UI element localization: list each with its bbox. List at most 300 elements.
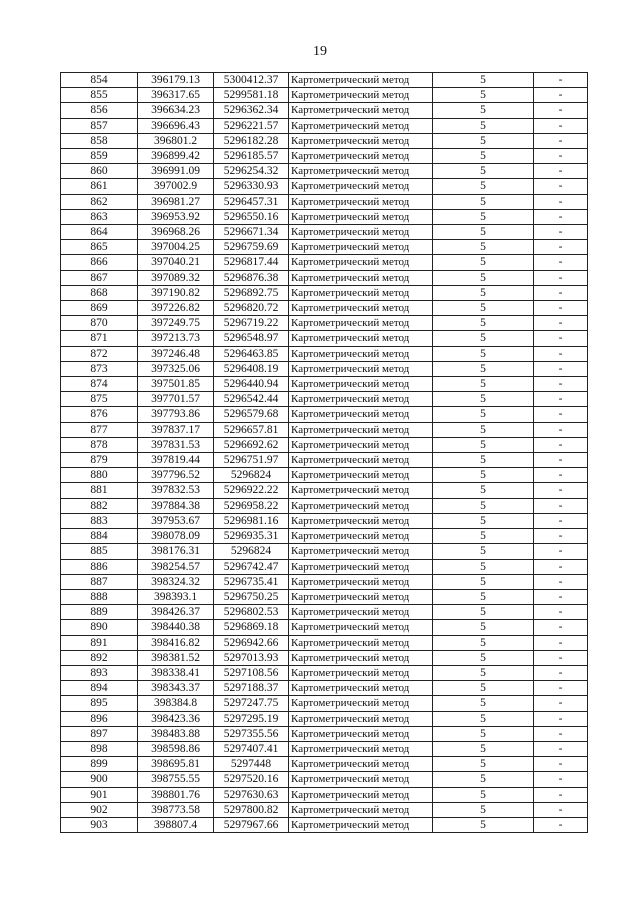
x-coordinate-cell: 397002.9 (138, 179, 214, 194)
table-row (61, 559, 588, 574)
table-row (61, 225, 588, 240)
point-number-cell: 873 (61, 361, 138, 376)
y-coordinate-cell: 5296185.57 (214, 149, 289, 164)
y-coordinate-cell: 5297967.66 (214, 817, 289, 832)
x-coordinate-cell: 397793.86 (138, 407, 214, 422)
method-cell: Картометрический метод (289, 772, 433, 787)
accuracy-cell: 5 (433, 194, 534, 209)
note-cell: - (534, 529, 588, 544)
point-number-cell: 898 (61, 741, 138, 756)
accuracy-cell: 5 (433, 574, 534, 589)
y-coordinate-cell: 5296942.66 (214, 635, 289, 650)
note-cell: - (534, 255, 588, 270)
x-coordinate-cell: 396801.2 (138, 133, 214, 148)
table-row (61, 772, 588, 787)
point-number-cell: 859 (61, 149, 138, 164)
table-row (61, 255, 588, 270)
y-coordinate-cell: 5299581.18 (214, 88, 289, 103)
x-coordinate-cell: 396968.26 (138, 225, 214, 240)
accuracy-cell: 5 (433, 620, 534, 635)
y-coordinate-cell: 5296981.16 (214, 513, 289, 528)
point-number-cell: 897 (61, 726, 138, 741)
y-coordinate-cell: 5296802.53 (214, 605, 289, 620)
point-number-cell: 899 (61, 757, 138, 772)
y-coordinate-cell: 5296579.68 (214, 407, 289, 422)
x-coordinate-cell: 397246.48 (138, 346, 214, 361)
note-cell: - (534, 620, 588, 635)
accuracy-cell: 5 (433, 787, 534, 802)
y-coordinate-cell: 5296869.18 (214, 620, 289, 635)
x-coordinate-cell: 398393.1 (138, 589, 214, 604)
x-coordinate-cell: 396696.43 (138, 118, 214, 133)
point-number-cell: 889 (61, 605, 138, 620)
note-cell: - (534, 361, 588, 376)
accuracy-cell: 5 (433, 513, 534, 528)
table-row (61, 544, 588, 559)
x-coordinate-cell: 398324.32 (138, 574, 214, 589)
table-row (61, 711, 588, 726)
accuracy-cell: 5 (433, 681, 534, 696)
accuracy-cell: 5 (433, 179, 534, 194)
table-row (61, 73, 588, 88)
note-cell: - (534, 787, 588, 802)
table-row (61, 650, 588, 665)
note-cell: - (534, 802, 588, 817)
point-number-cell: 887 (61, 574, 138, 589)
method-cell: Картометрический метод (289, 711, 433, 726)
table-row (61, 179, 588, 194)
point-number-cell: 864 (61, 225, 138, 240)
point-number-cell: 876 (61, 407, 138, 422)
note-cell: - (534, 437, 588, 452)
x-coordinate-cell: 397831.53 (138, 437, 214, 452)
method-cell: Картометрический метод (289, 103, 433, 118)
x-coordinate-cell: 398426.37 (138, 605, 214, 620)
note-cell: - (534, 346, 588, 361)
y-coordinate-cell: 5296542.44 (214, 392, 289, 407)
accuracy-cell: 5 (433, 635, 534, 650)
point-number-cell: 901 (61, 787, 138, 802)
method-cell: Картометрический метод (289, 225, 433, 240)
x-coordinate-cell: 398440.38 (138, 620, 214, 635)
point-number-cell: 869 (61, 301, 138, 316)
method-cell: Картометрический метод (289, 681, 433, 696)
accuracy-cell: 5 (433, 270, 534, 285)
note-cell: - (534, 741, 588, 756)
accuracy-cell: 5 (433, 696, 534, 711)
y-coordinate-cell: 5296457.31 (214, 194, 289, 209)
y-coordinate-cell: 5296408.19 (214, 361, 289, 376)
y-coordinate-cell: 5296935.31 (214, 529, 289, 544)
y-coordinate-cell: 5296820.72 (214, 301, 289, 316)
table-row (61, 802, 588, 817)
table-row (61, 346, 588, 361)
accuracy-cell: 5 (433, 88, 534, 103)
note-cell: - (534, 194, 588, 209)
accuracy-cell: 5 (433, 483, 534, 498)
method-cell: Картометрический метод (289, 574, 433, 589)
y-coordinate-cell: 5296876.38 (214, 270, 289, 285)
point-number-cell: 862 (61, 194, 138, 209)
accuracy-cell: 5 (433, 772, 534, 787)
x-coordinate-cell: 397819.44 (138, 453, 214, 468)
y-coordinate-cell: 5297800.82 (214, 802, 289, 817)
method-cell: Картометрический метод (289, 437, 433, 452)
point-number-cell: 890 (61, 620, 138, 635)
point-number-cell: 878 (61, 437, 138, 452)
table-row (61, 787, 588, 802)
y-coordinate-cell: 5296751.97 (214, 453, 289, 468)
y-coordinate-cell: 5297355.56 (214, 726, 289, 741)
point-number-cell: 894 (61, 681, 138, 696)
accuracy-cell: 5 (433, 559, 534, 574)
point-number-cell: 871 (61, 331, 138, 346)
accuracy-cell: 5 (433, 468, 534, 483)
method-cell: Картометрический метод (289, 817, 433, 832)
x-coordinate-cell: 396317.65 (138, 88, 214, 103)
accuracy-cell: 5 (433, 133, 534, 148)
x-coordinate-cell: 398381.52 (138, 650, 214, 665)
y-coordinate-cell: 5297407.41 (214, 741, 289, 756)
point-number-cell: 875 (61, 392, 138, 407)
point-number-cell: 879 (61, 453, 138, 468)
coordinates-table-body (61, 73, 588, 833)
accuracy-cell: 5 (433, 757, 534, 772)
table-row (61, 361, 588, 376)
y-coordinate-cell: 5296742.47 (214, 559, 289, 574)
method-cell: Картометрический метод (289, 468, 433, 483)
x-coordinate-cell: 396953.92 (138, 209, 214, 224)
point-number-cell: 882 (61, 498, 138, 513)
note-cell: - (534, 498, 588, 513)
table-row (61, 665, 588, 680)
accuracy-cell: 5 (433, 346, 534, 361)
note-cell: - (534, 73, 588, 88)
method-cell: Картометрический метод (289, 331, 433, 346)
note-cell: - (534, 103, 588, 118)
point-number-cell: 883 (61, 513, 138, 528)
table-row (61, 437, 588, 452)
x-coordinate-cell: 398338.41 (138, 665, 214, 680)
accuracy-cell: 5 (433, 711, 534, 726)
table-row (61, 164, 588, 179)
table-row (61, 741, 588, 756)
y-coordinate-cell: 5296759.69 (214, 240, 289, 255)
x-coordinate-cell: 396981.27 (138, 194, 214, 209)
method-cell: Картометрический метод (289, 316, 433, 331)
x-coordinate-cell: 397832.53 (138, 483, 214, 498)
point-number-cell: 895 (61, 696, 138, 711)
table-row (61, 133, 588, 148)
point-number-cell: 872 (61, 346, 138, 361)
point-number-cell: 874 (61, 377, 138, 392)
point-number-cell: 893 (61, 665, 138, 680)
x-coordinate-cell: 397089.32 (138, 270, 214, 285)
point-number-cell: 855 (61, 88, 138, 103)
accuracy-cell: 5 (433, 407, 534, 422)
table-row (61, 513, 588, 528)
y-coordinate-cell: 5296671.34 (214, 225, 289, 240)
y-coordinate-cell: 5296463.85 (214, 346, 289, 361)
point-number-cell: 900 (61, 772, 138, 787)
method-cell: Картометрический метод (289, 483, 433, 498)
y-coordinate-cell: 5296922.22 (214, 483, 289, 498)
y-coordinate-cell: 5297630.63 (214, 787, 289, 802)
y-coordinate-cell: 5296750.25 (214, 589, 289, 604)
accuracy-cell: 5 (433, 665, 534, 680)
table-row (61, 103, 588, 118)
method-cell: Картометрический метод (289, 605, 433, 620)
point-number-cell: 888 (61, 589, 138, 604)
note-cell: - (534, 225, 588, 240)
note-cell: - (534, 513, 588, 528)
point-number-cell: 868 (61, 285, 138, 300)
point-number-cell: 861 (61, 179, 138, 194)
point-number-cell: 866 (61, 255, 138, 270)
point-number-cell: 880 (61, 468, 138, 483)
table-row (61, 453, 588, 468)
point-number-cell: 903 (61, 817, 138, 832)
accuracy-cell: 5 (433, 605, 534, 620)
method-cell: Картометрический метод (289, 726, 433, 741)
table-row (61, 529, 588, 544)
note-cell: - (534, 88, 588, 103)
note-cell: - (534, 149, 588, 164)
accuracy-cell: 5 (433, 741, 534, 756)
x-coordinate-cell: 397213.73 (138, 331, 214, 346)
accuracy-cell: 5 (433, 285, 534, 300)
table-row (61, 209, 588, 224)
table-row (61, 118, 588, 133)
table-row (61, 605, 588, 620)
table-row (61, 392, 588, 407)
note-cell: - (534, 164, 588, 179)
method-cell: Картометрический метод (289, 73, 433, 88)
point-number-cell: 858 (61, 133, 138, 148)
method-cell: Картометрический метод (289, 164, 433, 179)
table-row (61, 589, 588, 604)
x-coordinate-cell: 396991.09 (138, 164, 214, 179)
x-coordinate-cell: 398343.37 (138, 681, 214, 696)
table-row (61, 270, 588, 285)
accuracy-cell: 5 (433, 240, 534, 255)
y-coordinate-cell: 5296254.32 (214, 164, 289, 179)
y-coordinate-cell: 5296362.34 (214, 103, 289, 118)
note-cell: - (534, 574, 588, 589)
note-cell: - (534, 605, 588, 620)
accuracy-cell: 5 (433, 422, 534, 437)
note-cell: - (534, 589, 588, 604)
accuracy-cell: 5 (433, 255, 534, 270)
note-cell: - (534, 650, 588, 665)
note-cell: - (534, 468, 588, 483)
y-coordinate-cell: 5296824 (214, 468, 289, 483)
note-cell: - (534, 635, 588, 650)
method-cell: Картометрический метод (289, 346, 433, 361)
accuracy-cell: 5 (433, 650, 534, 665)
page-number: 19 (313, 44, 327, 59)
y-coordinate-cell: 5296692.62 (214, 437, 289, 452)
note-cell: - (534, 696, 588, 711)
accuracy-cell: 5 (433, 164, 534, 179)
accuracy-cell: 5 (433, 529, 534, 544)
point-number-cell: 870 (61, 316, 138, 331)
table-row (61, 574, 588, 589)
note-cell: - (534, 316, 588, 331)
point-number-cell: 891 (61, 635, 138, 650)
accuracy-cell: 5 (433, 377, 534, 392)
table-row (61, 422, 588, 437)
point-number-cell: 857 (61, 118, 138, 133)
x-coordinate-cell: 398801.76 (138, 787, 214, 802)
accuracy-cell: 5 (433, 361, 534, 376)
accuracy-cell: 5 (433, 802, 534, 817)
note-cell: - (534, 331, 588, 346)
point-number-cell: 885 (61, 544, 138, 559)
y-coordinate-cell: 5297108.56 (214, 665, 289, 680)
note-cell: - (534, 681, 588, 696)
y-coordinate-cell: 5300412.37 (214, 73, 289, 88)
x-coordinate-cell: 398807.4 (138, 817, 214, 832)
accuracy-cell: 5 (433, 453, 534, 468)
accuracy-cell: 5 (433, 225, 534, 240)
x-coordinate-cell: 398695.81 (138, 757, 214, 772)
note-cell: - (534, 270, 588, 285)
table-row (61, 635, 588, 650)
accuracy-cell: 5 (433, 498, 534, 513)
x-coordinate-cell: 397953.67 (138, 513, 214, 528)
note-cell: - (534, 817, 588, 832)
method-cell: Картометрический метод (289, 665, 433, 680)
point-number-cell: 877 (61, 422, 138, 437)
table-row (61, 726, 588, 741)
accuracy-cell: 5 (433, 589, 534, 604)
method-cell: Картометрический метод (289, 620, 433, 635)
x-coordinate-cell: 397325.06 (138, 361, 214, 376)
x-coordinate-cell: 397190.82 (138, 285, 214, 300)
method-cell: Картометрический метод (289, 149, 433, 164)
note-cell: - (534, 285, 588, 300)
x-coordinate-cell: 398423.36 (138, 711, 214, 726)
x-coordinate-cell: 396899.42 (138, 149, 214, 164)
accuracy-cell: 5 (433, 726, 534, 741)
method-cell: Картометрический метод (289, 513, 433, 528)
method-cell: Картометрический метод (289, 498, 433, 513)
method-cell: Картометрический метод (289, 422, 433, 437)
accuracy-cell: 5 (433, 817, 534, 832)
x-coordinate-cell: 398483.88 (138, 726, 214, 741)
method-cell: Картометрический метод (289, 285, 433, 300)
y-coordinate-cell: 5296330.93 (214, 179, 289, 194)
note-cell: - (534, 772, 588, 787)
x-coordinate-cell: 398773.58 (138, 802, 214, 817)
point-number-cell: 881 (61, 483, 138, 498)
method-cell: Картометрический метод (289, 392, 433, 407)
method-cell: Картометрический метод (289, 453, 433, 468)
method-cell: Картометрический метод (289, 589, 433, 604)
x-coordinate-cell: 398384.8 (138, 696, 214, 711)
note-cell: - (534, 726, 588, 741)
y-coordinate-cell: 5296440.94 (214, 377, 289, 392)
table-row (61, 407, 588, 422)
table-row (61, 331, 588, 346)
point-number-cell: 884 (61, 529, 138, 544)
method-cell: Картометрический метод (289, 377, 433, 392)
method-cell: Картометрический метод (289, 133, 433, 148)
accuracy-cell: 5 (433, 392, 534, 407)
x-coordinate-cell: 397884.38 (138, 498, 214, 513)
accuracy-cell: 5 (433, 331, 534, 346)
method-cell: Картометрический метод (289, 529, 433, 544)
method-cell: Картометрический метод (289, 696, 433, 711)
x-coordinate-cell: 397226.82 (138, 301, 214, 316)
table-row (61, 817, 588, 832)
note-cell: - (534, 757, 588, 772)
point-number-cell: 865 (61, 240, 138, 255)
y-coordinate-cell: 5296958.22 (214, 498, 289, 513)
method-cell: Картометрический метод (289, 179, 433, 194)
method-cell: Картометрический метод (289, 301, 433, 316)
method-cell: Картометрический метод (289, 635, 433, 650)
x-coordinate-cell: 397040.21 (138, 255, 214, 270)
accuracy-cell: 5 (433, 437, 534, 452)
x-coordinate-cell: 397837.17 (138, 422, 214, 437)
accuracy-cell: 5 (433, 301, 534, 316)
table-row (61, 468, 588, 483)
x-coordinate-cell: 398176.31 (138, 544, 214, 559)
method-cell: Картометрический метод (289, 194, 433, 209)
x-coordinate-cell: 398078.09 (138, 529, 214, 544)
table-row (61, 498, 588, 513)
method-cell: Картометрический метод (289, 407, 433, 422)
point-number-cell: 886 (61, 559, 138, 574)
x-coordinate-cell: 397249.75 (138, 316, 214, 331)
y-coordinate-cell: 5297448 (214, 757, 289, 772)
table-row (61, 194, 588, 209)
table-row (61, 240, 588, 255)
y-coordinate-cell: 5296719.22 (214, 316, 289, 331)
y-coordinate-cell: 5297013.93 (214, 650, 289, 665)
point-number-cell: 867 (61, 270, 138, 285)
y-coordinate-cell: 5297520.16 (214, 772, 289, 787)
note-cell: - (534, 665, 588, 680)
note-cell: - (534, 559, 588, 574)
x-coordinate-cell: 397004.25 (138, 240, 214, 255)
method-cell: Картометрический метод (289, 255, 433, 270)
method-cell: Картометрический метод (289, 787, 433, 802)
accuracy-cell: 5 (433, 149, 534, 164)
y-coordinate-cell: 5296182.28 (214, 133, 289, 148)
table-row (61, 377, 588, 392)
note-cell: - (534, 407, 588, 422)
note-cell: - (534, 422, 588, 437)
y-coordinate-cell: 5296550.16 (214, 209, 289, 224)
accuracy-cell: 5 (433, 118, 534, 133)
table-row (61, 285, 588, 300)
accuracy-cell: 5 (433, 544, 534, 559)
point-number-cell: 863 (61, 209, 138, 224)
accuracy-cell: 5 (433, 73, 534, 88)
y-coordinate-cell: 5296735.41 (214, 574, 289, 589)
y-coordinate-cell: 5297295.19 (214, 711, 289, 726)
note-cell: - (534, 483, 588, 498)
note-cell: - (534, 240, 588, 255)
y-coordinate-cell: 5296892.75 (214, 285, 289, 300)
point-number-cell: 856 (61, 103, 138, 118)
note-cell: - (534, 118, 588, 133)
method-cell: Картометрический метод (289, 544, 433, 559)
accuracy-cell: 5 (433, 209, 534, 224)
